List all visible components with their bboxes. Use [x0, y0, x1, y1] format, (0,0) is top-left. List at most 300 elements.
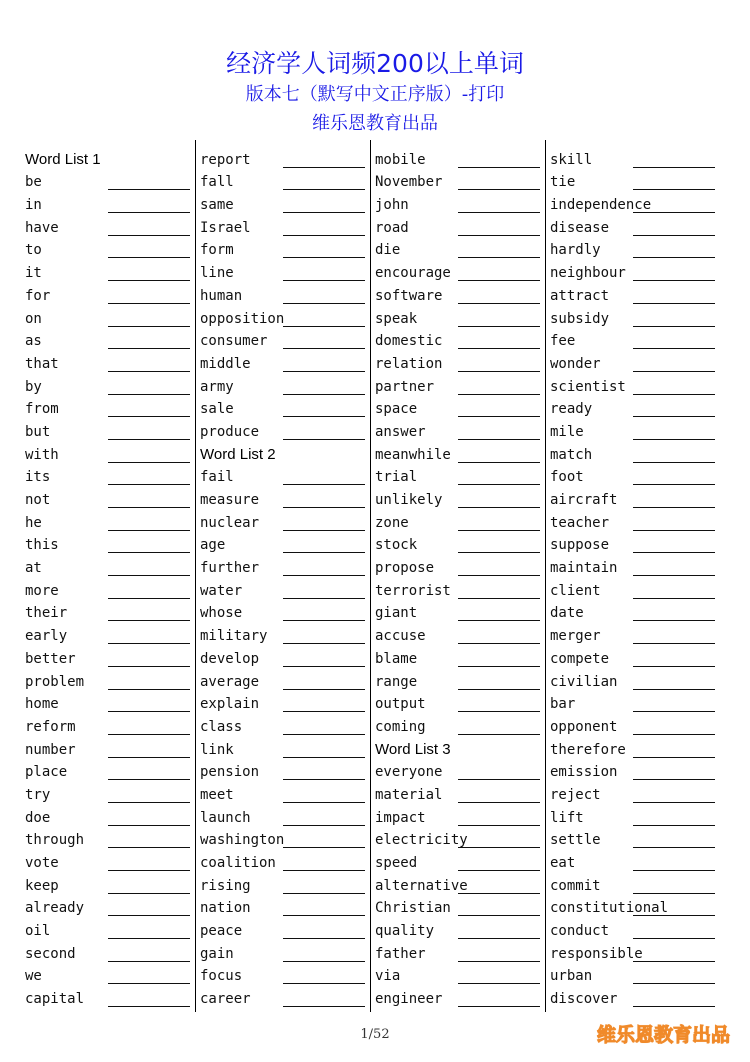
- answer-blank: [458, 643, 540, 644]
- answer-blank: [458, 825, 540, 826]
- answer-blank: [283, 847, 365, 848]
- vocab-word: suppose: [550, 537, 610, 554]
- word-row: [25, 782, 195, 805]
- answer-blank: [633, 235, 715, 236]
- word-row: [25, 805, 195, 828]
- answer-blank: [458, 484, 540, 485]
- vocab-word: focus: [200, 968, 243, 985]
- vocab-word: number: [25, 741, 76, 758]
- vocab-word: explain: [200, 696, 260, 713]
- answer-blank: [633, 280, 715, 281]
- word-row: [25, 192, 195, 215]
- answer-blank: [108, 552, 190, 553]
- answer-blank: [458, 711, 540, 712]
- vocab-word: at: [25, 560, 42, 577]
- word-list-heading-row: [200, 442, 370, 465]
- word-row: [200, 487, 370, 510]
- vocab-word: subsidy: [550, 310, 610, 327]
- vocab-word: discover: [550, 991, 618, 1008]
- word-list-heading-row: [375, 737, 545, 760]
- answer-blank: [283, 915, 365, 916]
- answer-blank: [283, 189, 365, 190]
- word-row: [375, 487, 545, 510]
- answer-blank: [108, 825, 190, 826]
- word-row: [375, 692, 545, 715]
- answer-blank: [633, 893, 715, 894]
- word-row: [550, 692, 720, 715]
- vocab-word: measure: [200, 492, 260, 508]
- answer-blank: [458, 666, 540, 667]
- word-row: [200, 760, 370, 783]
- vocab-word: speak: [375, 310, 418, 327]
- vocab-word: Christian: [375, 900, 451, 917]
- vocab-word: output: [375, 696, 426, 713]
- answer-blank: [458, 394, 540, 395]
- vocab-word: engineer: [375, 991, 443, 1008]
- vocab-word: Israel: [200, 219, 251, 236]
- answer-blank: [108, 847, 190, 848]
- vocab-word: develop: [200, 650, 260, 667]
- answer-blank: [108, 507, 190, 508]
- vocab-word: fall: [200, 174, 234, 191]
- page-title: 经济学人词频200以上单词: [226, 49, 524, 78]
- vocab-word: unlikely: [375, 492, 443, 508]
- word-row: [200, 782, 370, 805]
- word-row: [200, 374, 370, 397]
- answer-blank: [283, 620, 365, 621]
- answer-blank: [283, 961, 365, 962]
- answer-blank: [108, 870, 190, 871]
- word-row: [25, 374, 195, 397]
- vocab-word: commit: [550, 877, 601, 894]
- answer-blank: [633, 870, 715, 871]
- vocab-word: army: [200, 378, 234, 395]
- word-list-heading: Word List 2: [200, 445, 276, 463]
- answer-blank: [108, 575, 190, 576]
- answer-blank: [458, 847, 540, 848]
- word-row: [25, 351, 195, 374]
- word-row: [375, 238, 545, 261]
- vocab-word: coalition: [200, 855, 276, 871]
- answer-blank: [458, 280, 540, 281]
- vocab-word: better: [25, 650, 76, 667]
- answer-blank: [283, 167, 365, 168]
- vocab-word: their: [25, 605, 68, 622]
- answer-blank: [633, 757, 715, 758]
- vocab-word: capital: [25, 991, 85, 1008]
- answer-blank: [108, 689, 190, 690]
- word-row: [550, 646, 720, 669]
- answer-blank: [458, 189, 540, 190]
- answer-blank: [458, 1006, 540, 1007]
- answer-blank: [108, 711, 190, 712]
- vocab-word: but: [25, 423, 51, 440]
- answer-blank: [283, 552, 365, 553]
- word-row: [200, 601, 370, 624]
- vocab-word: rising: [200, 877, 251, 894]
- answer-blank: [458, 552, 540, 553]
- answer-blank: [458, 507, 540, 508]
- word-row: [200, 714, 370, 737]
- answer-blank: [633, 530, 715, 531]
- answer-blank: [633, 938, 715, 939]
- word-row: [550, 896, 720, 919]
- answer-blank: [283, 530, 365, 531]
- word-row: [200, 260, 370, 283]
- answer-blank: [283, 802, 365, 803]
- vocab-word: father: [375, 945, 426, 962]
- vocab-word: space: [375, 401, 418, 418]
- word-row: [200, 896, 370, 919]
- vocab-word: vote: [25, 855, 59, 871]
- answer-blank: [633, 915, 715, 916]
- word-row: [200, 986, 370, 1009]
- answer-blank: [458, 915, 540, 916]
- answer-blank: [108, 620, 190, 621]
- word-row: [550, 487, 720, 510]
- answer-blank: [283, 893, 365, 894]
- answer-blank: [458, 416, 540, 417]
- word-row: [200, 465, 370, 488]
- word-list-heading: Word List 1: [25, 150, 101, 168]
- word-row: [375, 374, 545, 397]
- answer-blank: [108, 439, 190, 440]
- word-row: [550, 260, 720, 283]
- vocab-word: further: [200, 560, 260, 577]
- word-row: [25, 397, 195, 420]
- vocab-word: blame: [375, 650, 418, 667]
- word-row: [25, 623, 195, 646]
- vocab-word: client: [550, 582, 601, 599]
- answer-blank: [633, 348, 715, 349]
- answer-blank: [633, 507, 715, 508]
- word-row: [200, 646, 370, 669]
- vocab-word: civilian: [550, 673, 618, 690]
- vocab-word: average: [200, 673, 260, 690]
- vocab-word: date: [550, 605, 584, 622]
- word-row: [375, 873, 545, 896]
- word-row: [375, 714, 545, 737]
- word-row: [550, 215, 720, 238]
- vocab-word: he: [25, 514, 42, 531]
- word-row: [550, 192, 720, 215]
- vocab-word: career: [200, 991, 251, 1008]
- column-divider: [195, 140, 196, 1012]
- vocab-word: nation: [200, 900, 251, 917]
- vocab-word: from: [25, 401, 59, 418]
- word-row: [25, 760, 195, 783]
- answer-blank: [458, 235, 540, 236]
- vocab-word: match: [550, 446, 593, 463]
- word-row: [25, 601, 195, 624]
- vocab-word: it: [25, 265, 42, 282]
- vocab-word: hardly: [550, 242, 601, 259]
- answer-blank: [283, 779, 365, 780]
- vocab-word: fail: [200, 469, 234, 486]
- word-row: [550, 782, 720, 805]
- answer-blank: [283, 303, 365, 304]
- word-row: [25, 533, 195, 556]
- vocab-word: whose: [200, 605, 243, 622]
- vocab-word: for: [25, 287, 51, 304]
- answer-blank: [633, 439, 715, 440]
- answer-blank: [633, 212, 715, 213]
- vocab-word: second: [25, 945, 76, 962]
- word-row: [25, 555, 195, 578]
- word-row: [375, 465, 545, 488]
- vocab-word: we: [25, 968, 42, 985]
- answer-blank: [458, 326, 540, 327]
- word-row: [25, 669, 195, 692]
- word-row: [550, 283, 720, 306]
- word-row: [200, 828, 370, 851]
- answer-blank: [633, 802, 715, 803]
- vocab-word: tie: [550, 174, 576, 191]
- word-row: [550, 351, 720, 374]
- answer-blank: [458, 961, 540, 962]
- answer-blank: [458, 983, 540, 984]
- vocab-word: quality: [375, 923, 435, 940]
- word-row: [25, 850, 195, 873]
- vocab-word: coming: [375, 718, 426, 735]
- word-column-1: [25, 147, 195, 1009]
- word-row: [375, 578, 545, 601]
- word-row: [375, 918, 545, 941]
- answer-blank: [633, 689, 715, 690]
- vocab-word: gain: [200, 945, 234, 962]
- vocab-word: lift: [550, 809, 584, 826]
- word-row: [375, 646, 545, 669]
- answer-blank: [108, 915, 190, 916]
- vocab-word: November: [375, 174, 443, 191]
- answer-blank: [283, 212, 365, 213]
- vocab-word: giant: [375, 605, 418, 622]
- word-row: [25, 964, 195, 987]
- vocab-word: be: [25, 174, 42, 191]
- word-row: [550, 873, 720, 896]
- vocab-word: stock: [375, 537, 418, 554]
- word-list-heading: Word List 3: [375, 740, 451, 758]
- vocab-word: everyone: [375, 764, 443, 781]
- word-row: [375, 896, 545, 919]
- answer-blank: [283, 689, 365, 690]
- vocab-word: reject: [550, 786, 601, 803]
- word-row: [200, 873, 370, 896]
- vocab-word: constitutional: [550, 900, 669, 917]
- vocab-word: doe: [25, 809, 51, 826]
- word-row: [550, 941, 720, 964]
- answer-blank: [633, 847, 715, 848]
- word-row: [200, 329, 370, 352]
- answer-blank: [633, 484, 715, 485]
- word-row: [25, 896, 195, 919]
- vocab-word: nuclear: [200, 514, 260, 531]
- word-row: [550, 601, 720, 624]
- vocab-word: merger: [550, 628, 601, 645]
- word-row: [550, 374, 720, 397]
- vocab-word: domestic: [375, 333, 443, 350]
- word-row: [25, 692, 195, 715]
- word-row: [200, 805, 370, 828]
- word-row: [375, 397, 545, 420]
- vocab-word: scientist: [550, 378, 626, 395]
- vocab-word: home: [25, 696, 59, 713]
- word-row: [375, 669, 545, 692]
- word-row: [375, 170, 545, 193]
- vocab-word: through: [25, 832, 85, 849]
- answer-blank: [283, 938, 365, 939]
- vocab-word: attract: [550, 287, 610, 304]
- answer-blank: [458, 779, 540, 780]
- answer-blank: [108, 484, 190, 485]
- vocab-word: eat: [550, 855, 576, 871]
- vocab-word: encourage: [375, 265, 451, 282]
- word-row: [25, 510, 195, 533]
- answer-blank: [108, 303, 190, 304]
- page-number: 1/52: [360, 1027, 390, 1042]
- answer-blank: [458, 734, 540, 735]
- vocab-word: speed: [375, 855, 418, 871]
- answer-blank: [283, 983, 365, 984]
- answer-blank: [108, 779, 190, 780]
- word-row: [25, 487, 195, 510]
- word-row: [375, 850, 545, 873]
- word-row: [375, 964, 545, 987]
- answer-blank: [283, 280, 365, 281]
- vocab-word: accuse: [375, 628, 426, 645]
- vocab-word: produce: [200, 423, 260, 440]
- word-row: [25, 873, 195, 896]
- answer-blank: [458, 371, 540, 372]
- answer-blank: [108, 371, 190, 372]
- word-row: [550, 578, 720, 601]
- word-row: [550, 306, 720, 329]
- vocab-word: answer: [375, 423, 426, 440]
- vocab-word: more: [25, 582, 59, 599]
- word-row: [550, 170, 720, 193]
- answer-blank: [633, 961, 715, 962]
- word-row: [25, 260, 195, 283]
- vocab-word: zone: [375, 514, 409, 531]
- answer-blank: [108, 961, 190, 962]
- vocab-word: alternative: [375, 877, 468, 894]
- answer-blank: [283, 484, 365, 485]
- vocab-word: report: [200, 151, 251, 168]
- word-row: [375, 260, 545, 283]
- vocab-word: military: [200, 628, 268, 645]
- answer-blank: [633, 189, 715, 190]
- answer-blank: [458, 257, 540, 258]
- word-row: [25, 737, 195, 760]
- word-row: [200, 669, 370, 692]
- answer-blank: [108, 326, 190, 327]
- answer-blank: [633, 598, 715, 599]
- word-row: [25, 578, 195, 601]
- vocab-word: relation: [375, 355, 443, 372]
- word-list-heading-row: [25, 147, 195, 170]
- word-row: [375, 351, 545, 374]
- vocab-word: on: [25, 310, 42, 327]
- answer-blank: [108, 757, 190, 758]
- word-row: [550, 623, 720, 646]
- word-row: [200, 419, 370, 442]
- word-row: [550, 986, 720, 1009]
- answer-blank: [633, 643, 715, 644]
- word-row: [375, 601, 545, 624]
- word-row: [200, 283, 370, 306]
- word-row: [200, 692, 370, 715]
- vocab-word: mobile: [375, 151, 426, 168]
- answer-blank: [283, 666, 365, 667]
- word-row: [25, 283, 195, 306]
- vocab-word: by: [25, 378, 42, 395]
- answer-blank: [283, 870, 365, 871]
- word-row: [550, 397, 720, 420]
- answer-blank: [458, 598, 540, 599]
- vocab-word: this: [25, 537, 59, 554]
- vocab-word: sale: [200, 401, 234, 418]
- vocab-word: age: [200, 537, 226, 554]
- word-row: [550, 533, 720, 556]
- answer-blank: [108, 394, 190, 395]
- vocab-word: ready: [550, 401, 593, 418]
- answer-blank: [458, 938, 540, 939]
- vocab-word: with: [25, 446, 59, 463]
- answer-blank: [283, 416, 365, 417]
- vocab-word: in: [25, 197, 42, 214]
- answer-blank: [108, 348, 190, 349]
- vocab-word: that: [25, 355, 59, 372]
- answer-blank: [633, 303, 715, 304]
- answer-blank: [283, 643, 365, 644]
- answer-blank: [458, 870, 540, 871]
- word-row: [550, 419, 720, 442]
- word-row: [25, 419, 195, 442]
- word-row: [550, 238, 720, 261]
- word-row: [550, 465, 720, 488]
- vocab-word: compete: [550, 650, 610, 667]
- word-row: [550, 828, 720, 851]
- answer-blank: [633, 394, 715, 395]
- vocab-word: form: [200, 242, 234, 259]
- vocab-word: via: [375, 968, 401, 985]
- answer-blank: [108, 643, 190, 644]
- answer-blank: [633, 552, 715, 553]
- vocab-word: middle: [200, 355, 251, 372]
- word-row: [375, 215, 545, 238]
- vocab-word: urban: [550, 968, 593, 985]
- answer-blank: [283, 757, 365, 758]
- vocab-word: water: [200, 582, 243, 599]
- vocab-word: foot: [550, 469, 584, 486]
- word-row: [200, 941, 370, 964]
- answer-blank: [633, 825, 715, 826]
- answer-blank: [283, 371, 365, 372]
- answer-blank: [458, 167, 540, 168]
- vocab-word: link: [200, 741, 234, 758]
- word-row: [375, 760, 545, 783]
- word-row: [375, 941, 545, 964]
- word-row: [25, 465, 195, 488]
- word-row: [25, 918, 195, 941]
- word-column-4: [550, 147, 720, 1009]
- word-row: [375, 623, 545, 646]
- vocab-word: partner: [375, 378, 435, 395]
- vocab-word: same: [200, 197, 234, 214]
- word-row: [550, 147, 720, 170]
- column-divider: [545, 140, 546, 1012]
- answer-blank: [108, 802, 190, 803]
